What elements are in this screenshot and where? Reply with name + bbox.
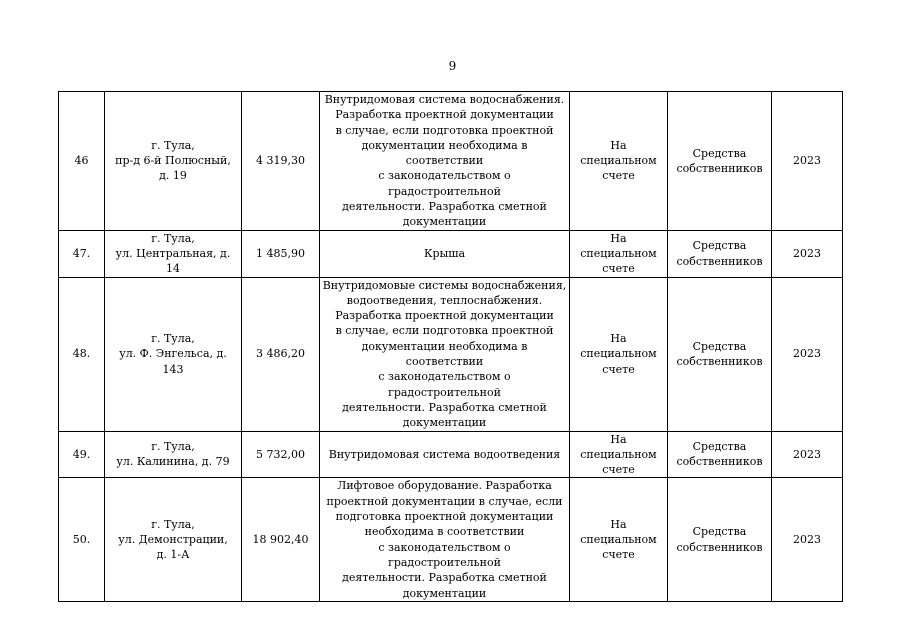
account-text: На специальном счете: [580, 138, 657, 183]
account-text: На специальном счете: [580, 332, 657, 376]
work-type-text: Внутридомовая система водоотведения: [328, 447, 561, 461]
address-text: г. Тула, ул. Демонстрации, д. 1-А: [118, 517, 228, 562]
table-row: [59, 92, 843, 231]
address-cell: [105, 277, 242, 431]
address-text: г. Тула, ул. Центральная, д. 14: [115, 231, 231, 276]
table-row: [59, 431, 843, 478]
year-cell: 2023: [772, 277, 843, 431]
account-cell: [570, 478, 668, 601]
address-text: г. Тула, ул. Ф. Энгельса, д. 143: [119, 332, 227, 376]
funding-source-text: Средства собственников: [676, 440, 763, 469]
funding-source-cell: [668, 230, 772, 277]
capital-repair-table: [58, 91, 843, 602]
work-type-text: Лифтовое оборудование. Разработка проектной документации в случае, если подготовка проектной документации необходима в соответствии с законодательством о градостроительной деятельности. Разработка сметной документации: [326, 479, 563, 600]
row-number: 48.: [59, 277, 105, 431]
work-type-cell: [320, 478, 570, 601]
account-cell: [570, 431, 668, 478]
funding-source-cell: [668, 277, 772, 431]
funding-source-text: Средства собственников: [676, 239, 763, 268]
address-cell: [105, 92, 242, 231]
address-cell: [105, 431, 242, 478]
address-text: г. Тула, ул. Калинина, д. 79: [116, 440, 230, 469]
year-cell: 2023: [772, 431, 843, 478]
address-cell: [105, 230, 242, 277]
page-number: 9: [448, 59, 457, 73]
work-type-cell: [320, 277, 570, 431]
funding-source-cell: [668, 92, 772, 231]
year-cell: 2023: [772, 92, 843, 231]
area-cell: 4 319,30: [242, 92, 320, 231]
address-cell: [105, 478, 242, 601]
account-text: На специальном счете: [580, 517, 657, 562]
work-type-cell: [320, 92, 570, 231]
area-cell: 18 902,40: [242, 478, 320, 601]
year-cell: 2023: [772, 230, 843, 277]
row-number: 49.: [59, 431, 105, 478]
account-text: На специальном счете: [580, 432, 657, 477]
table-row: [59, 230, 843, 277]
row-number: 46: [59, 92, 105, 231]
work-type-cell: [320, 230, 570, 277]
table-row: [59, 277, 843, 431]
row-number: 50.: [59, 478, 105, 601]
funding-source-text: Средства собственников: [676, 339, 763, 369]
work-type-text: Внутридомовая система водоснабжения. Разработка проектной документации в случае, если подготовка проектной документации необходима в соответствии с законодательством о градостроительной деятельности. Разработка сметной документации: [324, 93, 565, 229]
funding-source-cell: [668, 431, 772, 478]
account-text: На специальном счете: [580, 231, 657, 276]
account-cell: [570, 92, 668, 231]
account-cell: [570, 277, 668, 431]
account-cell: [570, 230, 668, 277]
area-cell: 3 486,20: [242, 277, 320, 431]
funding-source-cell: [668, 478, 772, 601]
funding-source-text: Средства собственников: [676, 525, 763, 554]
table-row: [59, 478, 843, 601]
work-type-text: Крыша: [423, 246, 466, 260]
row-number: 47.: [59, 230, 105, 277]
work-type-text: Внутридомовые системы водоснабжения, водоотведения, теплоснабжения. Разработка проектной документации в случае, если подготовка проектной документации необходима в соответствии с законодательством о градостроительной деятельности. Разработка сметной документации: [322, 278, 567, 430]
address-text: г. Тула, пр-д 6-й Полюсный, д. 19: [115, 138, 231, 183]
area-cell: 5 732,00: [242, 431, 320, 478]
work-type-cell: [320, 431, 570, 478]
funding-source-text: Средства собственников: [676, 146, 763, 175]
year-cell: 2023: [772, 478, 843, 601]
area-cell: 1 485,90: [242, 230, 320, 277]
